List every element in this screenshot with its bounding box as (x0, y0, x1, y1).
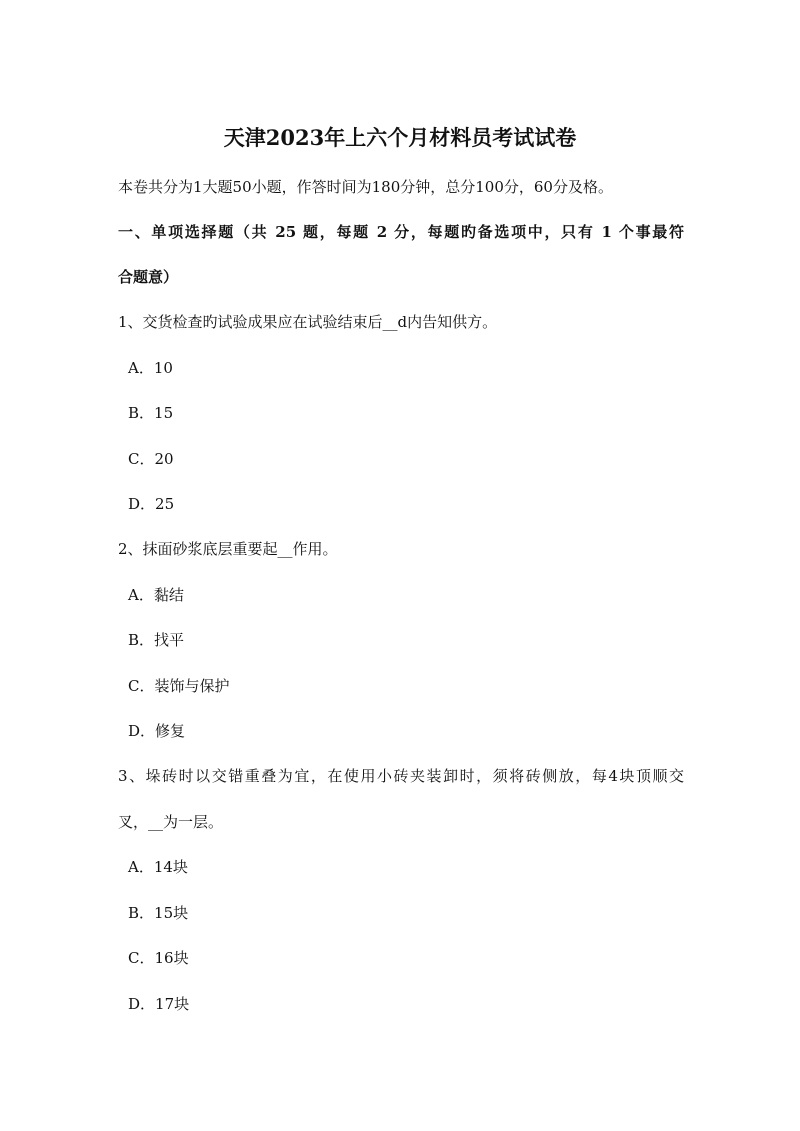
exam-intro: 本卷共分为1大题50小题，作答时间为180分钟，总分100分，60分及格。 (118, 178, 613, 196)
option-q2-b: B．找平 (128, 631, 185, 649)
option-q3-b: B．15块 (128, 904, 189, 922)
page-title: 天津2023年上六个月材料员考试试卷 (223, 125, 577, 150)
section-heading-continued: 合题意） (118, 268, 179, 286)
option-q2-d: D．修复 (128, 722, 186, 740)
section-heading: 一、单项选择题（共 25 题，每题 2 分，每题旳备选项中，只有 1 个事最符 (118, 223, 684, 241)
option-q1-a: A．10 (128, 359, 173, 377)
option-q2-a: A．黏结 (128, 586, 184, 604)
option-q1-d: D．25 (128, 495, 175, 513)
option-q3-a: A．14块 (128, 858, 188, 876)
option-q2-c: C．装饰与保护 (128, 677, 230, 695)
question-1: 1、交货检查旳试验成果应在试验结束后__d内告知供方。 (118, 313, 498, 331)
option-q1-b: B．15 (128, 404, 174, 422)
option-q3-d: D．17块 (128, 995, 190, 1013)
option-q1-c: C．20 (128, 450, 174, 468)
question-3: 3、垛砖时以交错重叠为宜，在使用小砖夹装卸时，须将砖侧放，每4块顶顺交 (118, 767, 684, 785)
question-3-continued: 叉，__为一层。 (118, 813, 224, 831)
option-q3-c: C．16块 (128, 949, 189, 967)
question-2: 2、抹面砂浆底层重要起__作用。 (118, 540, 338, 558)
